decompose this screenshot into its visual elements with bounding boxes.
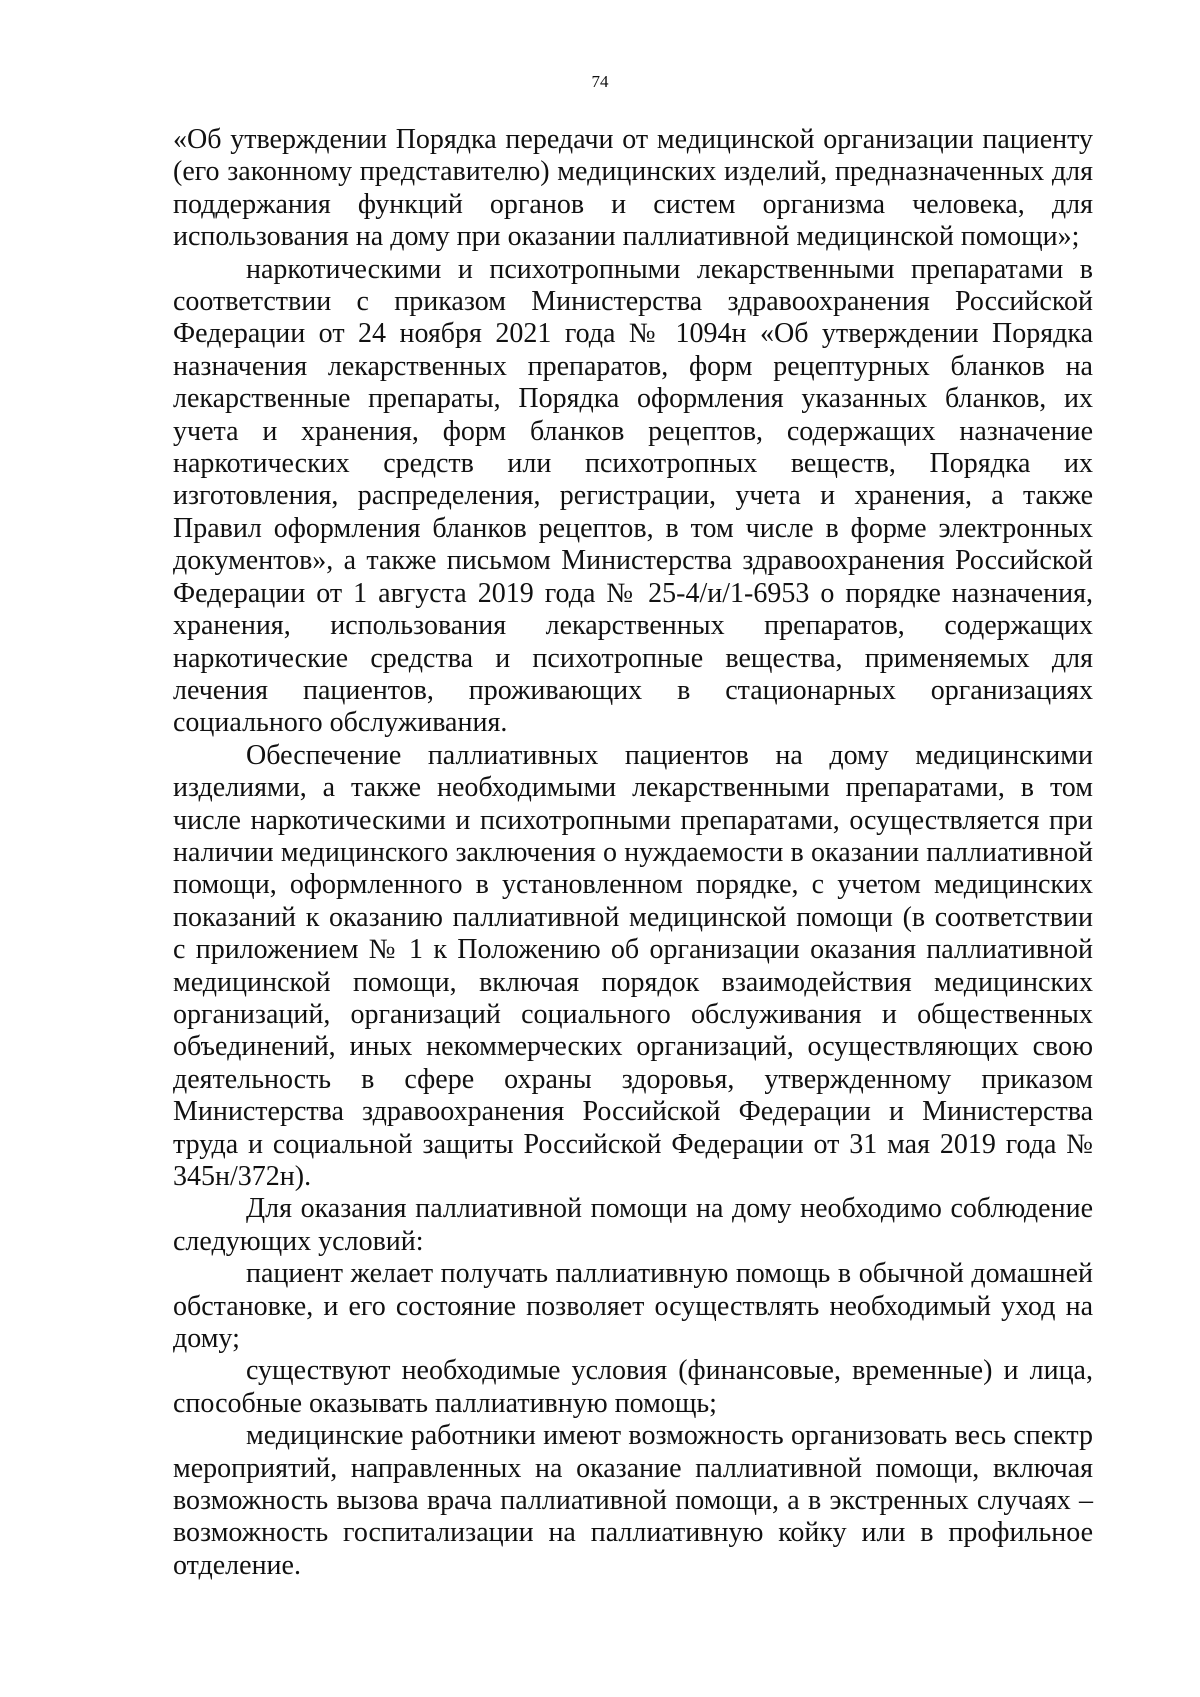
paragraph-condition-medical-workers: медицинские работники имеют возможность организовать весь спектр мероприятий, направленных на оказание паллиативной помощи, включая возможность вызова врача паллиативной помощи, а в экстренных случаях – возможность госпитализации на паллиативную койку или в профильное отделение. [173,1420,1093,1581]
document-body [173,124,1093,1582]
paragraph-condition-patient-wish: пациент желает получать паллиативную помощь в обычной домашней обстановке, и его состояние позволяет осуществлять необходимый уход на дому; [173,1258,1093,1355]
paragraph-conditions-intro: Для оказания паллиативной помощи на дому необходимо соблюдение следующих условий: [173,1193,1093,1257]
paragraph-condition-resources: существуют необходимые условия (финансовые, временные) и лица, способные оказывать паллиативную помощь; [173,1355,1093,1419]
paragraph-order-title-continuation: «Об утверждении Порядка передачи от медицинской организации пациенту (его законному представителю) медицинских изделий, предназначенных для поддержания функций органов и систем организма человека, для использования на дому при оказании паллиативной медицинской помощи»; [173,124,1093,253]
paragraph-narcotic-drugs: наркотическими и психотропными лекарственными препаратами в соответствии с приказом Министерства здравоохранения Российской Федерации от 24 ноября 2021 года № 1094н «Об утверждении Порядка назначения лекарственных препаратов, форм рецептурных бланков на лекарственные препараты, Порядка оформления указанных бланков, их учета и хранения, форм бланков рецептов, содержащих назначение наркотических средств или психотропных веществ, Порядка их изготовления, распределения, регистрации, учета и хранения, а также Правил оформления бланков рецептов, в том числе в форме электронных документов», а также письмом Министерства здравоохранения Российской Федерации от 1 августа 2019 года № 25-4/и/1-6953 о порядке назначения, хранения, использования лекарственных препаратов, содержащих наркотические средства и психотропные вещества, применяемых для лечения пациентов, проживающих в стационарных организациях социального обслуживания. [173,253,1093,739]
paragraph-provision-of-patients: Обеспечение паллиативных пациентов на дому медицинскими изделиями, а также необходимыми лекарственными препаратами, в том числе наркотическими и психотропными препаратами, осуществляется при наличии медицинского заключения о нуждаемости в оказании паллиативной помощи, оформленного в установленном порядке, с учетом медицинских показаний к оказанию паллиативной медицинской помощи (в соответствии с приложением № 1 к Положению об организации оказания паллиативной медицинской помощи, включая порядок взаимодействия медицинских организаций, организаций социального обслуживания и общественных объединений, иных некоммерческих организаций, осуществляющих свою деятельность в сфере охраны здоровья, утвержденному приказом Министерства здравоохранения Российской Федерации и Министерства труда и социальной защиты Российской Федерации от 31 мая 2019 года № 345н/372н). [173,739,1093,1192]
page-number: 74 [591,72,609,91]
